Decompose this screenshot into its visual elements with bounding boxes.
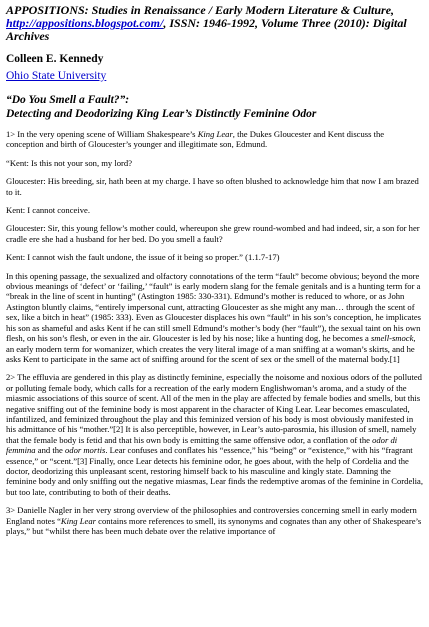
journal-header: [6, 4, 423, 43]
play-title-italic-2: King Lear: [60, 515, 96, 526]
paragraph-opening-text-a: In this opening passage, the sexualized and olfactory connotations of the term “fault” become obvious; beyond the more obvious meanings of ‘defect’ or ‘failing,’ “fault” is early modern slang for the female genitals and is a hunting term for a “break in the line of scent in hunting” (Astington 1985: 330-331). Edmund’s mother is reduced to whore, or as John Astington bluntly claims, “entirely impersonal cunt, attracting Gloucester as she might any man… through the scent of sex, like a bitch in heat” (1985: 333). Even as Gloucester displaces his own “fault” in his son’s conception, he implicates his son as shameful and asks Kent if he can still smell Edmund’s mother’s body (her “fault”), the sexual taint on his own flesh, on his son’s flesh, or even in the air. Gloucester is led by his nose; like a hunting dog, he becomes a: [6, 270, 422, 344]
term-odor-mortis: odor mortis: [64, 445, 106, 456]
journal-name: APPOSITIONS: Studies in Renaissance / Early Modern Literature & Culture,: [6, 3, 395, 17]
paragraph-opening-passage: [6, 271, 423, 365]
paragraph-1: [6, 129, 423, 150]
quote-kent-3: Kent: I cannot wish the fault undone, the issue of it being so proper.” (1.1.7-17): [6, 252, 280, 263]
paragraph-1-text-b: , the Dukes Gloucester and Kent discuss the conception and birth of Gloucester’s younger and illegitimate son, Edmund.: [6, 129, 385, 150]
paragraph-2-and: and the: [35, 445, 65, 456]
journal-issn-volume: , ISSN: 1946-1992, Volume Three (2010): Digital Archives: [6, 16, 407, 43]
paragraph-2-text-b: . Lear confuses and conflates his “essence,” his “being” or “existence,” with his “fragrant essence,” or “scent.”[3] Finally, once Lear detects his feminine odor, he goes about, with the help of Cordelia and the doctor, deodorizing this unpleasant scent, restoring himself back to his masculine and kingly state. Damning the feminine body and only sniffing out the negative miasmas, Lear finds the redemptive aromas of the feminine in Cordelia, but too late, contributing to both of their deaths.: [6, 445, 424, 497]
paragraph-1-text-a: 1> In the very opening scene of William Shakespeare’s: [6, 129, 198, 139]
paragraph-2: [6, 372, 423, 497]
quote-kent-2: Kent: I cannot conceive.: [6, 205, 90, 216]
paragraph-3-text-b: contains more references to smell, its synonyms and cognates than any other of Shakespeare’s plays,” but “whilst there has been much debate over the relative importance of: [6, 515, 422, 536]
quote-gloucester-1: Gloucester: His breeding, sir, hath been at my charge. I have so often blushed to acknowledge him that now I am brazed to it.: [6, 176, 419, 197]
author-name: Colleen E. Kennedy: [6, 53, 104, 65]
quote-gloucester-2: Gloucester: Sir, this young fellow’s mother could, whereupon she grew round-wombed and had indeed, sir, a son for her cradle ere she had a husband for her bed. Do you smell a fault?: [6, 223, 420, 244]
play-title-italic: King Lear: [197, 129, 233, 139]
quote-kent-1: “Kent: Is this not your son, my lord?: [6, 157, 133, 168]
article-title-line1: “Do You Smell a Fault?”:: [6, 94, 130, 106]
term-smell-smock: smell-smock: [370, 333, 414, 344]
author-affiliation-link[interactable]: Ohio State University: [6, 70, 107, 82]
article-title-line2: Detecting and Deodorizing King Lear’s Distinctly Feminine Odor: [6, 108, 317, 120]
paragraph-3: [6, 505, 423, 536]
paragraph-2-text-a: 2> The effluvia are gendered in this play as distinctly feminine, especially the noisome and noxious odors of the polluted or polluting female body, which calls for a recreation of the early modern Englishwoman’s aroma, and a study of the miasmic associations of this source of scent. All of the men in the play are affected by female bodies and smells, but this negative sniffing out of the feminine body is most apparent in the character of King Lear. Lear becomes emasculated, infantilized, and feminized throughout the play and this feminized version of his body is most obviously manifested in his admittance of his “mother.”[2] It is also perceptible, however, in Lear’s auto-parosmia, his illusion of smell, namely that the female body is fetid and that his own body is emitting the same offensive odor, a conflation of the: [6, 372, 422, 445]
paragraph-opening-text-b: , an early modern term for womanizer, which creates the very literal image of a man sniffing at a woman’s skirts, and he asks Kent to participate in the same act of sniffing around for the scent of sex or the smell of the maternal body.[1]: [6, 333, 416, 364]
journal-url-link[interactable]: http://appositions.blogspot.com/: [6, 16, 164, 30]
term-odor-di-femmina: odor di femmina: [6, 434, 398, 456]
paragraph-3-text-a: 3> Danielle Nagler in her very strong overview of the philosophies and controversies concerning smell in early modern England notes “: [6, 505, 417, 526]
article-title: [6, 93, 423, 121]
